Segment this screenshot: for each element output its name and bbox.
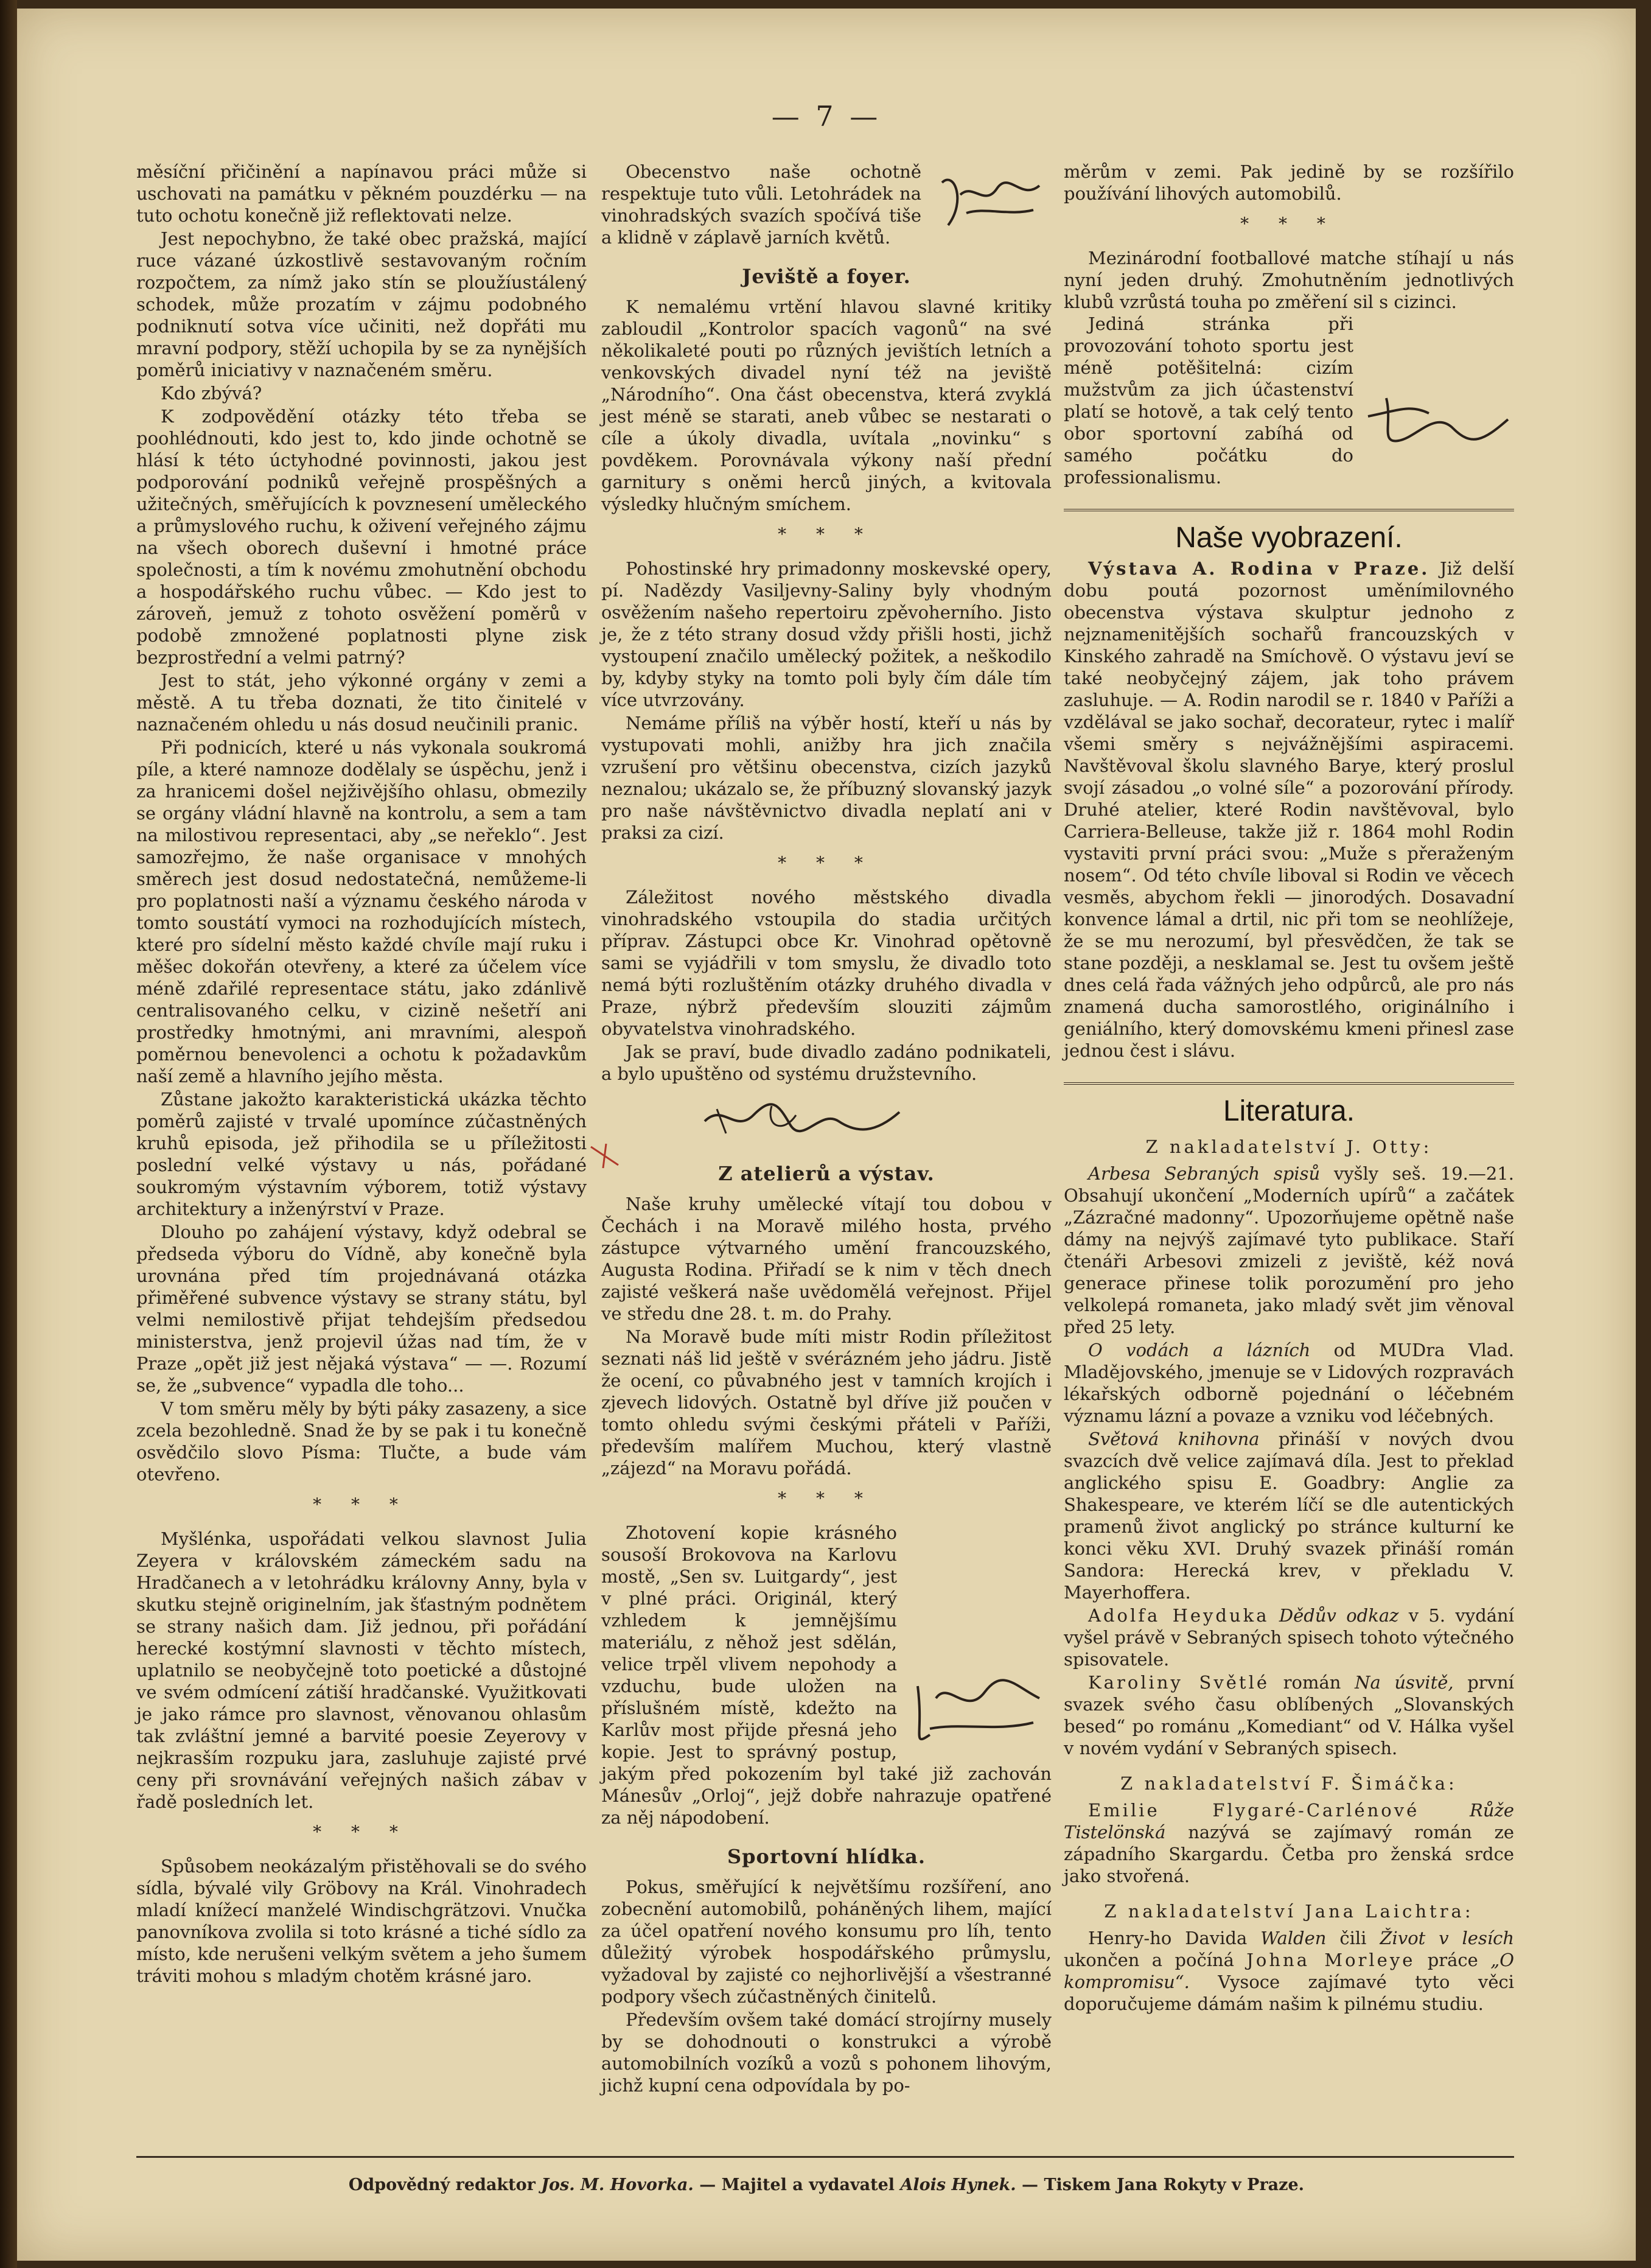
book-title: Walden <box>1260 1928 1327 1948</box>
owner-name: Alois Hynek. <box>900 2175 1016 2194</box>
footer-rule <box>136 2156 1514 2158</box>
editor-name: Jos. M. Hovorka. <box>541 2175 694 2194</box>
author-name: Emilie Flygaré-Carlénové <box>1088 1800 1420 1821</box>
author-name: Adolfa Heyduka <box>1088 1605 1269 1626</box>
publisher-heading: Z nakladatelství J. Otty: <box>1145 1136 1433 1157</box>
paragraph: Na Moravě bude míti mistr Rodin příležitost seznati náš lid ještě v svérázném jeho jádru. Jistě že ocení, co půvabného jest v tamních krojích i zjevech lidových. Ostatně byl dříve již poučen v tomto ohledu svými českými přáteli v Paříži, především malířem Muchou, který vlastně „zájezd“ na Moravu pořádá. <box>601 1326 1052 1479</box>
paragraph: Při podnicích, které u nás vykonala soukromá píle, a které namnoze dodělaly se úspěchu, jenž i za hranicemi došel nejživějšího ohlasu, obmezily se orgány vládní hlavně na kontrolu, a sem a tam na milostivou representaci, aby „se neřeklo“. Jest samozřejmo, že naše organisace v mnohých směrech jest dosud nedostatečná, nemůžeme-li pro poplatnosti naší a významu českého národa v tomto soustátí vymoci na rozhodujících místech, které pro sídelní město každé chvíle mají ruku i měšec dokořán otevřeny, a které za účelem více méně zdařilé representace státu, jako zdánlivě centralisovaného celku, v cizině nešetří ani prostředky hmotnými, ani mravními, alespoň poměrnou benevolenci a ochotu k požadavkům naší země a hlavního jejího města. <box>136 737 587 1087</box>
book-title: Na úsvitě, <box>1355 1672 1454 1693</box>
section-separator: * * * <box>778 1488 875 1508</box>
section-separator: * * * <box>313 1822 410 1842</box>
paragraph: Obecenstvo naše ochotně respektuje tuto vůli. Letohrádek na vinohradských svazích spočívá tiše a klidně v záplavě jarních květů. <box>601 161 921 248</box>
paragraph: Zhotovení kopie krásného sousoší Brokovova na Karlovu mostě, „Sen sv. Luitgardy“, jest v plné práci. Originál, který vzhledem k jemnějšímu materiálu, z něhož jest sdělán, velice trpěl vlivem nepohody a vzduchu, bude uložen na příslušném místě, kdežto na Karlův most přijde přesná jeho kopie. Jest to správný postup, jakým před pokozením byl také již zachován Mánesův „Orloj“, jejž dobře nahrazuje opatřené za něj nápodobení. <box>601 1522 1052 1828</box>
page-number: — 7 — <box>771 100 882 133</box>
paragraph <box>1064 1163 1514 1338</box>
book-title: Arbesa Sebraných spisů <box>1088 1163 1321 1184</box>
paragraph: Spůsobem neokázalým přistěhovali se do svého sídla, bývalé vily Gröbovy na Král. Vinohradech mladí knížecí manželé Windischgrätzovi. Vnučka panovníkova zvolila si toto krásné a tiché sídlo za místo, kde nerušeni velkým světem a jeho šumem tráviti mohou s mladým chotěm krásné jaro. <box>136 1856 587 1986</box>
paragraph: Jest to stát, jeho výkonné orgány v zemi a městě. A tu třeba doznati, že tito činitelé v naznačeném ohledu u nás dosud neučinili pranic. <box>136 670 587 735</box>
paragraph <box>1064 558 1514 1062</box>
paragraph-text: práce <box>1427 1950 1478 1970</box>
publisher-heading: Z nakladatelství Jana Laichtra: <box>1104 1901 1474 1922</box>
column-1 <box>136 161 587 1987</box>
paragraph <box>1064 1605 1514 1670</box>
paragraph: Kdo zbývá? <box>161 383 262 404</box>
paragraph: K nemalému vrtění hlavou slavné kritiky zabloudil „Kontrolor spacích vagonů“ na své několikaleté pouti po různých jevištích letních a venkovských divadel nyní též na jeviště „Národního“. Ona část obecenstva, která zvyklá jest méně se starati, aneb vůbec se nestarati o cíle a úkoly divadla, uvítala „novinku“ s povděkem. Porovnávala výkony naší přední garnitury s oněmi herců jiných, a kvitovala výsledky hlučným smíchem. <box>601 296 1052 514</box>
column-2 <box>601 161 1052 2096</box>
paragraph-text: čili <box>1339 1928 1367 1948</box>
paragraph: V tom směru měly by býti páky zasazeny, a sice zcela bezohledně. Snad že by se pak i tu konečně osvědčilo slovo Písma: Tlučte, a bude vám otevřeno. <box>136 1398 587 1485</box>
paragraph: měsíční přičinění a napínavou práci může si uschovati na památku v pěkném pouzdérku — na tuto ochotu konečně již reflektovati nelze. <box>136 161 587 226</box>
book-title: O vodách a lázních <box>1088 1340 1311 1360</box>
newspaper-page <box>17 9 1636 2261</box>
book-title: Život v lesích <box>1380 1928 1515 1948</box>
paragraph: Pohostinské hry primadonny moskevské opery, pí. Nadězdy Vasiljevny-Saliny byly vhodným osvěžením našeho repertoiru zpěvoherního. Jisto je, že z této strany dosud vždy přišli hosti, jichž vystoupení značilo umělecký požitek, a neškodilo by, kdyby styky na tomto poli byly čím dále tím více utvrzovány. <box>601 558 1052 710</box>
footer-label: — Majitel a vydavatel <box>699 2175 895 2194</box>
signature-image <box>699 1091 1052 1146</box>
paragraph: Nemáme příliš na výběr hostí, kteří u nás by vystupovati mohli, anižby hra jich značila vzrušení pro většinu obecenstva, cizích jazyků neznalou; ukázalo se, že příbuzný slovanský jazyk pro naše návštěvnictvo divadla neplatí ani v praksi za cizí. <box>601 713 1052 843</box>
paragraph-text: přináší v nových dvou svazcích dvě velice zajímavá díla. Jest to překlad anglického spisu E. Goadbry: Anglie za Shakespeare, ve kterém líčí se dle autentických pramenů život anglický po stránce kulturní ke konci věku XVI. Druhý svazek přináší román Sandora: Herecká krev, v překladu V. Mayerhoffera. <box>1064 1429 1514 1603</box>
book-title: Růže Tistelönská <box>1064 1800 1514 1843</box>
author-name: Johna Morleye <box>1246 1950 1415 1970</box>
paragraph: Jest nepochybno, že také obec pražská, mající ruce vázané úzkostlivě sestavovaným ročním rozpočtem, za nímž jako stín se ploužíustálený schodek, může prozatím v zájmu podobného podniknutí sotva více učiniti, než dopřáti mu mravní podpory, stěží uchopila by se za nynějších poměrů iniciativy v naznačeném směru. <box>136 228 587 380</box>
paragraph-text: první svazek svého času oblíbených „Slovanských besed“ po románu „Komediant“ od V. Hálka vyšel v novém vydání v Sebraných spisech. <box>1064 1672 1514 1759</box>
paragraph <box>1064 1428 1514 1603</box>
paragraph: Mezinárodní footballové matche stíhají u nás nyní jeden druhý. Zmohutněním jednotlivých klubů vzrůstá touha po změření sil s cizinci. <box>1064 248 1514 312</box>
section-separator: * * * <box>1240 214 1338 234</box>
binding-edge <box>0 0 17 2268</box>
paragraph: Jediná stránka při provozování tohoto sportu jest méně potěšitelná: cizím mužstvům za jich účastenství platí se hotově, a tak celý tento obor sportovní zabíhá od samého počátku do professionalismu. <box>1064 313 1353 488</box>
book-title: „O kompromisu“. <box>1064 1950 1514 1992</box>
section-separator: * * * <box>313 1494 410 1514</box>
paragraph-text: ukončen a počíná <box>1064 1950 1234 1970</box>
footer-label: Odpovědný redaktor <box>348 2175 536 2194</box>
paragraph-text: vyšly seš. 19.—21. Obsahují ukončení „Moderních upírů“ a začátek „Zázračné madonny“. Upozorňujeme opětně naše dámy na nejvýš zajímavé tyto publikace. Staří čtenáři Arbesovi zmizeli z jeviště, kéž nová generace přinese tolik porozumění pro jeho velkolepá romaneta, jako mladý svět jim věnoval před 25 lety. <box>1064 1163 1514 1337</box>
section-heading-theatre: Jeviště a foyer. <box>742 265 911 288</box>
imprint-footer <box>17 2175 1636 2194</box>
signature-image <box>1362 386 1514 453</box>
paragraph: Dlouho po zahájení výstavy, když odebral se předseda výboru do Vídně, aby konečně byla urovnána před tím projednávaná otázka přiměřené subvence výstavy se strany státu, byl velmi nemilostivě přijat tehdejším předsedou ministerstva, jenž projevil úžas nad tím, že v Praze „opět již jest nějaká výstava“ — —. Rozumí se, že „subvence“ vypadla dle toho... <box>136 1222 587 1396</box>
paragraph: měrům v zemi. Pak jedině by se rozšířilo používání lihových automobilů. <box>1064 161 1514 204</box>
signature-image <box>906 1662 1052 1753</box>
author-name: Karoliny Světlé <box>1088 1672 1270 1693</box>
signature-image <box>930 164 1052 237</box>
exhibition-title: Výstava A. Rodina v Praze. <box>1088 558 1430 579</box>
paragraph <box>1064 1671 1514 1759</box>
paragraph: Pokus, směřující k největšímu rozšíření, ano zobecnění automobilů, poháněných lihem, mající za účel opatření nového konsumu pro líh, tento důležitý výrobek hospodářského průmyslu, vyžadoval by zajisté co nejhorlivější a všestranné podpory všech zúčastněných činitelů. <box>601 1877 1052 2007</box>
paragraph: Jak se praví, bude divadlo zadáno podnikateli, a bylo upuštěno od systému družstevního. <box>601 1041 1052 1084</box>
section-heading-studios: Z atelierů a výstav. <box>718 1162 935 1185</box>
book-title: Dědův odkaz <box>1279 1605 1399 1626</box>
publisher-heading: Z nakladatelství F. Šimáčka: <box>1120 1773 1457 1794</box>
paragraph <box>1064 1799 1514 1887</box>
paragraph <box>1064 1339 1514 1427</box>
paragraph: Záležitost nového městského divadla vinohradského vstoupila do stadia určitých příprav. Zástupci obce Kr. Vinohrad opětovně sami se vyjádřili v tom smyslu, že divadlo toto nemá býti rozluštěním otázky druhého divadla v Praze, nýbrž především slouziti zájmům obyvatelstva vinohradského. <box>601 887 1052 1039</box>
section-heading-sport: Sportovní hlídka. <box>727 1845 926 1868</box>
paragraph-text: od MUDra Vlad. Mladějovského, jmenuje se v Lidových rozpravách lékařských odborně pojednání o léčebném významu lázní a povaze a vzniku vod léčebných. <box>1064 1340 1514 1426</box>
paragraph-text: Vysoce zajímavé tyto věci doporučujeme dámám našim k pilnému studiu. <box>1064 1972 1514 2014</box>
section-separator: * * * <box>778 524 875 544</box>
paragraph: Zůstane jakožto karakteristická ukázka těchto poměrů zajisté v trvalé upomínce zúčastněných kruhů episoda, jež přihodila se u příležitosti poslední velké výstavy u nás, pořádané soukromým výstavním výborem, totiž výstavy architektury a inženýrství v Praze. <box>136 1089 587 1219</box>
book-title: Světová knihovna <box>1088 1429 1260 1449</box>
paragraph-text: v 5. vydání vyšel právě v Sebraných spisech tohoto výtečného spisovatele. <box>1064 1605 1514 1670</box>
section-separator: * * * <box>778 853 875 873</box>
pencil-mark-icon <box>588 1141 624 1171</box>
paragraph <box>1064 1927 1514 2015</box>
divider <box>1064 509 1514 511</box>
divider <box>1064 1082 1514 1085</box>
author-name: Henry-ho Davida <box>1088 1928 1248 1948</box>
paragraph-text: román <box>1283 1672 1341 1693</box>
footer-label: — Tiskem Jana Rokyty v Praze. <box>1022 2175 1305 2194</box>
paragraph-text: nazývá se zajímavý román ze západního Skargardu. Četba pro ženská srdce jako stvořená. <box>1064 1822 1515 1886</box>
section-heading-images: Naše vyobrazení. <box>1175 522 1403 554</box>
section-heading-literature: Literatura. <box>1223 1095 1355 1127</box>
paragraph: Naše kruhy umělecké vítají tou dobou v Čechách i na Moravě milého hosta, prvého zástupce výtvarného umění francouzského, Augusta Rodina. Přiřadí se k nim v těch dnech zajisté veškerá naše uvědomělá veřejnost. Přijel ve středu dne 28. t. m. do Prahy. <box>601 1194 1052 1324</box>
paragraph: Myšlénka, uspořádati velkou slavnost Julia Zeyera v královském zámeckém sadu na Hradčanech a v letohrádku královny Anny, byla v skutku stejně originelním, jak šťastným podnětem se strany našich dam. Již jednou, při pořádání herecké kostýmní slavnosti v těchto místech, uplatnilo se neobyčejně toto poetické a důstojné ve svém odmícení zátiší hradčanské. Využitkovati je jako rámce pro slavnost, věnovanou ohlasům tak zvláštní jemné a barvité poesie Zeyerovy v nejkrasším rozpuku jara, zasluhuje zajisté prvé ceny při srovnávání veřejných našich zábav v řadě posledních let. <box>136 1528 587 1812</box>
paragraph: Především ovšem také domácí strojírny musely by se dohodnouti o konstrukci a výrobě automobilních vozíků a vozů s pohonem lihovým, jichž kupní cena odpovídala by po- <box>601 2009 1052 2096</box>
paragraph: K zodpovědění otázky této třeba se poohlédnouti, kdo jest to, kdo jinde ochotně se hlásí k této úctyhodné povinnosti, jakou jest podporování podniků veřejně prospěšných a užitečných, směřujících k povznesení uměleckého a průmyslového ruchu, k oživení veřejného zájmu na všech oborech duševní i hmotné práce společnosti, a tím k novému zmohutnění obchodu a hospodářského ruchu vůbec. — Kdo jest to zároveň, jemuž z tohoto osvěžení poměrů v podobě zmnožené poplatnosti plyne zisk bezprostřední a velmi patrný? <box>136 406 587 668</box>
column-3 <box>1064 161 1514 2015</box>
paragraph-text: Již delší dobu poutá pozornost uměnímilovného obecenstva výstava skulptur jednoho z nejznamenitějších sochařů francouzských v Kinského zahradě na Smíchově. O výstavu jeví se také neobyčejný zájem, jak toho právem zasluhuje. — A. Rodin narodil se r. 1840 v Paříži a vzdělával se jako sochař, decorateur, rytec i malíř všemi směry s nejvážnějšími aspiracemi. Navštěvoval školu slavného Barye, který proslul svojí zásadou „o volné síle“ a pozorování přírody. Druhé atelier, které Rodin navštěvoval, bylo Carriera-Belleuse, takže již r. 1864 mohl Rodin vystaviti první práci svou: „Muže s přeraženým nosem“. Od této chvíle liboval si Rodin ve věcech vesměs, abychom řekli — jinorodých. Dosavadní konvence lámal a drtil, nic při tom se neohlížeje, že se mu nerozumí, byl přesvědčen, že tak se stane později, a nesklamal se. Jest tu ovšem ještě dnes celá řada vážných jeho odpůrců, ale pro nás znamená ducha samorostlého, originálního i geniálního, který domovskému kmeni přinesl zase jednou čest i slávu. <box>1064 558 1515 1061</box>
